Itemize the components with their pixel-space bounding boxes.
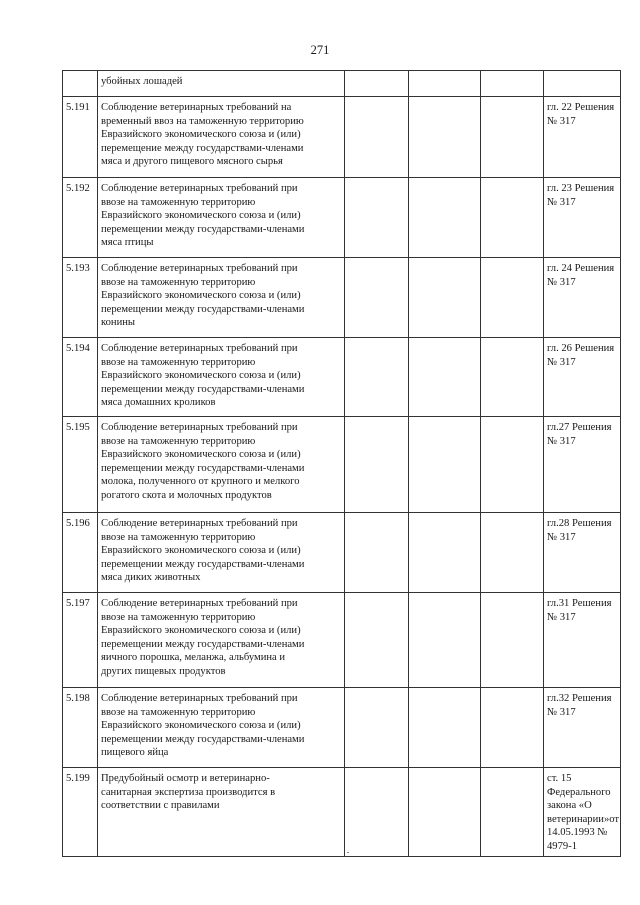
requirement-text: убойных лошадей [98,71,345,97]
table-row [63,513,621,593]
empty-cell [481,178,544,258]
regulation-table [62,70,621,857]
empty-cell [345,97,409,178]
row-number [63,71,98,97]
requirement-text: Соблюдение ветеринарных требований на временный ввоз на таможенную территорию Евразийского экономического союза и (или) перемещение между государствами-членами мяса и другого пищевого мясного сырья [98,97,345,178]
page-number: 271 [310,43,330,57]
legal-reference: гл.27 Решения № 317 [544,417,621,513]
empty-cell [481,258,544,338]
row-number: 5.192 [63,178,98,258]
legal-reference: гл. 23 Решения № 317 [544,178,621,258]
empty-cell [409,513,481,593]
legal-reference: гл. 26 Решения № 317 [544,338,621,417]
requirement-text: Соблюдение ветеринарных требований при ввозе на таможенную территорию Евразийского экономического союза и (или) перемещении между государствами-членами мяса диких животных [98,513,345,593]
empty-cell [409,593,481,688]
table-row [63,338,621,417]
legal-reference [544,71,621,97]
table-row [63,178,621,258]
empty-cell [345,178,409,258]
table-row [63,71,621,97]
empty-cell [409,417,481,513]
empty-cell [481,338,544,417]
legal-reference: гл.31 Решения № 317 [544,593,621,688]
row-number: 5.197 [63,593,98,688]
empty-cell [345,768,409,857]
empty-cell [345,513,409,593]
row-number: 5.191 [63,97,98,178]
empty-cell [409,71,481,97]
row-number: 5.194 [63,338,98,417]
empty-cell [409,688,481,768]
requirement-text: Соблюдение ветеринарных требований при ввозе на таможенную территорию Евразийского экономического союза и (или) перемещении между государствами-членами мяса домашних кроликов [98,338,345,417]
scan-artifact [347,852,349,853]
requirement-text: Предубойный осмотр и ветеринарно- санитарная экспертиза производится в соответствии с правилами [98,768,345,857]
table-row [63,417,621,513]
empty-cell [409,768,481,857]
table-row [63,768,621,857]
row-number: 5.196 [63,513,98,593]
empty-cell [409,258,481,338]
empty-cell [481,768,544,857]
empty-cell [481,688,544,768]
empty-cell [345,593,409,688]
row-number: 5.193 [63,258,98,338]
table-row [63,97,621,178]
legal-reference: ст. 15 Федерального закона «О ветеринарии»от 14.05.1993 № 4979-1 [544,768,621,857]
requirement-text: Соблюдение ветеринарных требований при ввозе на таможенную территорию Евразийского экономического союза и (или) перемещении между государствами-членами конины [98,258,345,338]
row-number: 5.195 [63,417,98,513]
legal-reference: гл. 24 Решения № 317 [544,258,621,338]
legal-reference: гл. 22 Решения № 317 [544,97,621,178]
legal-reference: гл.32 Решения № 317 [544,688,621,768]
legal-reference: гл.28 Решения № 317 [544,513,621,593]
empty-cell [481,513,544,593]
empty-cell [345,688,409,768]
table-row [63,688,621,768]
requirement-text: Соблюдение ветеринарных требований при ввозе на таможенную территорию Евразийского экономического союза и (или) перемещении между государствами-членами мяса птицы [98,178,345,258]
empty-cell [409,338,481,417]
empty-cell [481,417,544,513]
empty-cell [481,593,544,688]
requirement-text: Соблюдение ветеринарных требований при ввозе на таможенную территорию Евразийского экономического союза и (или) перемещении между государствами-членами молока, полученного от крупного и мелкого рогатого скота и молочных продуктов [98,417,345,513]
row-number: 5.198 [63,688,98,768]
requirement-text: Соблюдение ветеринарных требований при ввозе на таможенную территорию Евразийского экономического союза и (или) перемещении между государствами-членами пищевого яйца [98,688,345,768]
empty-cell [345,338,409,417]
row-number: 5.199 [63,768,98,857]
empty-cell [345,417,409,513]
empty-cell [345,258,409,338]
table-row [63,258,621,338]
requirement-text: Соблюдение ветеринарных требований при ввозе на таможенную территорию Евразийского экономического союза и (или) перемещении между государствами-членами яичного порошка, меланжа, альбумина и других пищевых продуктов [98,593,345,688]
empty-cell [481,71,544,97]
empty-cell [409,97,481,178]
empty-cell [409,178,481,258]
empty-cell [481,97,544,178]
empty-cell [345,71,409,97]
table-row [63,593,621,688]
